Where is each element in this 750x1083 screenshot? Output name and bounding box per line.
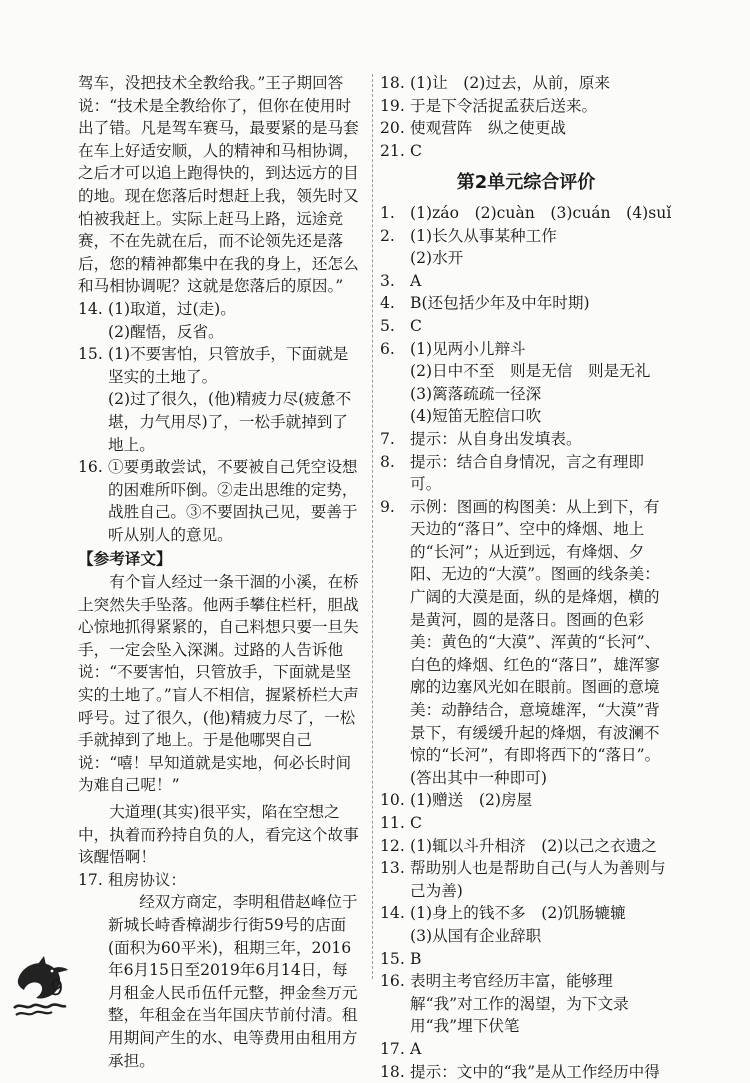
answer-line: (2)日中不至 则是无信 则是无礼 — [410, 362, 651, 381]
answer-14-part-2: (2)醒悟，反省。 — [108, 322, 224, 341]
answer-item — [380, 428, 672, 451]
answer-item — [380, 140, 672, 163]
answer-text — [410, 225, 672, 270]
answer-number: 4. — [380, 294, 395, 313]
answer-number: 14. — [78, 299, 103, 318]
answer-16 — [78, 456, 362, 546]
reference-translation-heading: 【参考译文】 — [78, 549, 172, 569]
answer-line: 提示：文中的“我”是从工作经历中得 — [410, 1062, 660, 1081]
answer-line: (2)水开 — [410, 249, 464, 268]
answer-line: B — [410, 949, 422, 968]
answer-text: (1)让 (2)过去，从前，原来 — [410, 74, 611, 92]
answer-item — [380, 338, 672, 428]
answer-number: 6. — [380, 339, 395, 358]
answer-item — [380, 95, 672, 118]
lease-agreement-text: 经双方商定，李明租借赵峰位于新城长峙香樟湖步行街59号的店面(面积为60平米)，租期三年，2016年6月15日至2019年6月14日，每月租金人民币伍仟元整，押金叁万元整，年租金在当年国庆节前付清。租用期间产生的水、电等费用由租用方承担。 — [108, 893, 358, 1070]
answer-number: 16. — [380, 972, 405, 991]
answer-number: 20. — [380, 119, 405, 138]
answer-line: B(还包括少年及中年时期) — [410, 294, 590, 313]
answer-line: (1)长久从事某种工作 — [410, 226, 557, 245]
answer-text — [410, 270, 672, 293]
answer-number: 7. — [380, 429, 395, 448]
answer-text — [410, 902, 672, 947]
answer-number: 21. — [380, 141, 405, 160]
answer-number: 9. — [380, 497, 395, 516]
answer-number: 14. — [380, 904, 405, 923]
answer-number: 12. — [380, 836, 405, 855]
answer-line: C — [410, 316, 422, 335]
answer-text — [410, 812, 672, 835]
answer-item — [380, 202, 672, 225]
answer-number: 17. — [78, 870, 103, 889]
answer-line: (1)辄以斗升相济 (2)以己之衣遗之 — [410, 836, 657, 855]
answer-number: 10. — [380, 791, 405, 810]
answer-item — [380, 496, 672, 790]
answer-item — [380, 835, 672, 858]
answer-14 — [78, 298, 362, 321]
answer-line: 示例：图画的构图美：从上到下，有天边的“落日”、空中的烽烟、地上的“长河”；从近到远，有烽烟、夕阳、无边的“大漠”。图画的线条美：广阔的大漠是面，纵的是烽烟，横的是黄河，圆的是落日。图画的色彩美：黄色的“大漠”、浑黄的“长河”、白色的烽烟、红色的“落日”，雄浑寥廓的边塞风光如在眼前。图画的意境美：动静结合，意境雄浑，“大漠”背景下，有缓缓升起的烽烟，有波澜不惊的“长河”，有即将西下的“落日”。(答出其中一种即可) — [410, 497, 661, 787]
answer-text — [410, 1038, 672, 1061]
answer-text: (1)取道，过(走)。 — [108, 299, 236, 318]
answer-number: 3. — [380, 271, 395, 290]
answer-item — [380, 225, 672, 270]
answer-text — [410, 857, 672, 902]
section-title: 第2单元综合评价 — [456, 172, 596, 194]
answer-number: 15. — [78, 345, 103, 364]
answer-item — [380, 812, 672, 835]
right-column — [380, 72, 672, 1083]
answer-number: 18. — [380, 1062, 405, 1081]
answer-text — [410, 428, 672, 451]
answer-item — [380, 857, 672, 902]
answer-line: (1)záo (2)cuàn (3)cuán (4)suǐ — [410, 203, 672, 222]
answer-line: A — [410, 271, 422, 290]
answer-item — [380, 1038, 672, 1061]
answer-text: 于是下令活捉孟获后送来。 — [410, 96, 598, 115]
answer-text: 租房协议： — [108, 870, 186, 889]
answer-text — [410, 451, 672, 496]
answer-text: (1)不要害怕，只管放手，下面就是坚实的土地了。 — [108, 345, 349, 386]
answer-line: (3)从国有企业辞职 — [410, 926, 542, 945]
answer-number: 11. — [380, 814, 405, 832]
answer-item — [380, 117, 672, 140]
answer-number: 5. — [380, 316, 395, 335]
answer-item — [380, 970, 672, 1038]
answer-item — [380, 902, 672, 947]
answer-item — [380, 948, 672, 971]
answer-line: (1)身上的钱不多 (2)饥肠辘辘 — [410, 904, 626, 923]
answer-text — [410, 338, 672, 428]
reference-translation-paragraph-2: 大道理(其实)很平实，陷在空想之中，执着而矜持自负的人，看完这个故事该醒悟啊！ — [78, 803, 359, 867]
answer-number: 2. — [380, 226, 395, 245]
answer-line: 表明主考官经历丰富，能够理解“我”对工作的渴望，为下文录用“我”埋下伏笔 — [410, 972, 629, 1036]
answer-text — [410, 496, 672, 790]
continued-paragraph: 驾车，没把技术全教给我。”王子期回答说：“技术是全教给你了，但你在使用时出了错。凡是驾车赛马，最要紧的是马套在车上好适安顺，人的精神和马相协调，之后才可以追上跑得快的，到达远方的目的地。现在您落后时想赶上我，领先时又怕被我赶上。实际上赶马上路，远途竞赛，不在先就在后，而不论领先还是落后，您的精神都集中在我的身上，还怎么和马相协调呢？这就是您落后的原因。” — [78, 74, 359, 296]
answer-text — [410, 970, 672, 1038]
answer-line: (3)篱落疏疏一径深 — [410, 384, 542, 403]
answer-item — [380, 292, 672, 315]
answer-text: ①要勇敢尝试，不要被自己凭空设想的困难所吓倒。②走出思维的定势，战胜自己。③不要固执己见，要善于听从别人的意见。 — [108, 458, 358, 544]
answer-line: (1)赠送 (2)房屋 — [410, 791, 533, 810]
answer-item — [380, 451, 672, 496]
answer-text — [410, 202, 672, 225]
answer-text — [410, 948, 672, 971]
answer-17 — [78, 869, 362, 892]
answer-line: (4)短笛无腔信口吹 — [410, 407, 542, 426]
answer-text — [410, 1061, 672, 1083]
unit-2-answers — [380, 202, 672, 1083]
answer-item — [380, 72, 672, 95]
answer-text — [410, 315, 672, 338]
answer-15 — [78, 343, 362, 388]
answer-number: 17. — [380, 1039, 405, 1058]
answer-number: 19. — [380, 96, 405, 115]
answer-line: 帮助别人也是帮助自己(与人为善则与己为善) — [410, 859, 666, 900]
answer-item — [380, 315, 672, 338]
answer-number: 16. — [78, 458, 103, 477]
answer-item — [380, 789, 672, 812]
answer-number: 18. — [380, 74, 405, 92]
answer-text: 使观营阵 纵之使更战 — [410, 119, 566, 138]
answer-line: 提示：从自身出发填表。 — [410, 429, 582, 448]
answer-number: 1. — [380, 203, 395, 222]
left-column — [78, 72, 362, 1072]
page-number: 9 — [50, 976, 64, 1000]
answer-number: 8. — [380, 452, 395, 471]
answer-text — [410, 292, 672, 315]
answer-line: (1)见两小儿辩斗 — [410, 339, 526, 358]
answer-15-part-2: (2)过了很久，(他)精疲力尽(疲惫不堪，力气用尽)了，一松手就掉到了地上。 — [108, 390, 352, 454]
answer-line: A — [410, 1039, 422, 1058]
answer-item — [380, 1061, 672, 1083]
answer-number: 13. — [380, 859, 405, 878]
reference-translation-paragraph-1: 有个盲人经过一条干涸的小溪，在桥上突然失手坠落。他两手攀住栏杆，胆战心惊地抓得紧紧的，自己料想只要一旦失手，一定会坠入深渊。过路的人告诉他说：“不要害怕，只管放手，下面就是坚实的土地了。”盲人不相信，握紧桥栏大声呼号。过了很久，(他)精疲力尽了，一松手就掉到了地上。于是他哪哭自己说：“嘻！早知道就是实地，何必长时间为难自己呢！” — [78, 573, 359, 795]
answer-text — [410, 789, 672, 812]
answer-text — [410, 835, 672, 858]
answer-text: C — [410, 141, 422, 160]
answer-number: 15. — [380, 949, 405, 968]
column-divider — [372, 74, 373, 979]
previous-section-answers — [380, 72, 672, 162]
answer-line: 提示：结合自身情况，言之有理即可。 — [410, 452, 644, 494]
answer-line: C — [410, 814, 422, 832]
answer-item — [380, 270, 672, 293]
